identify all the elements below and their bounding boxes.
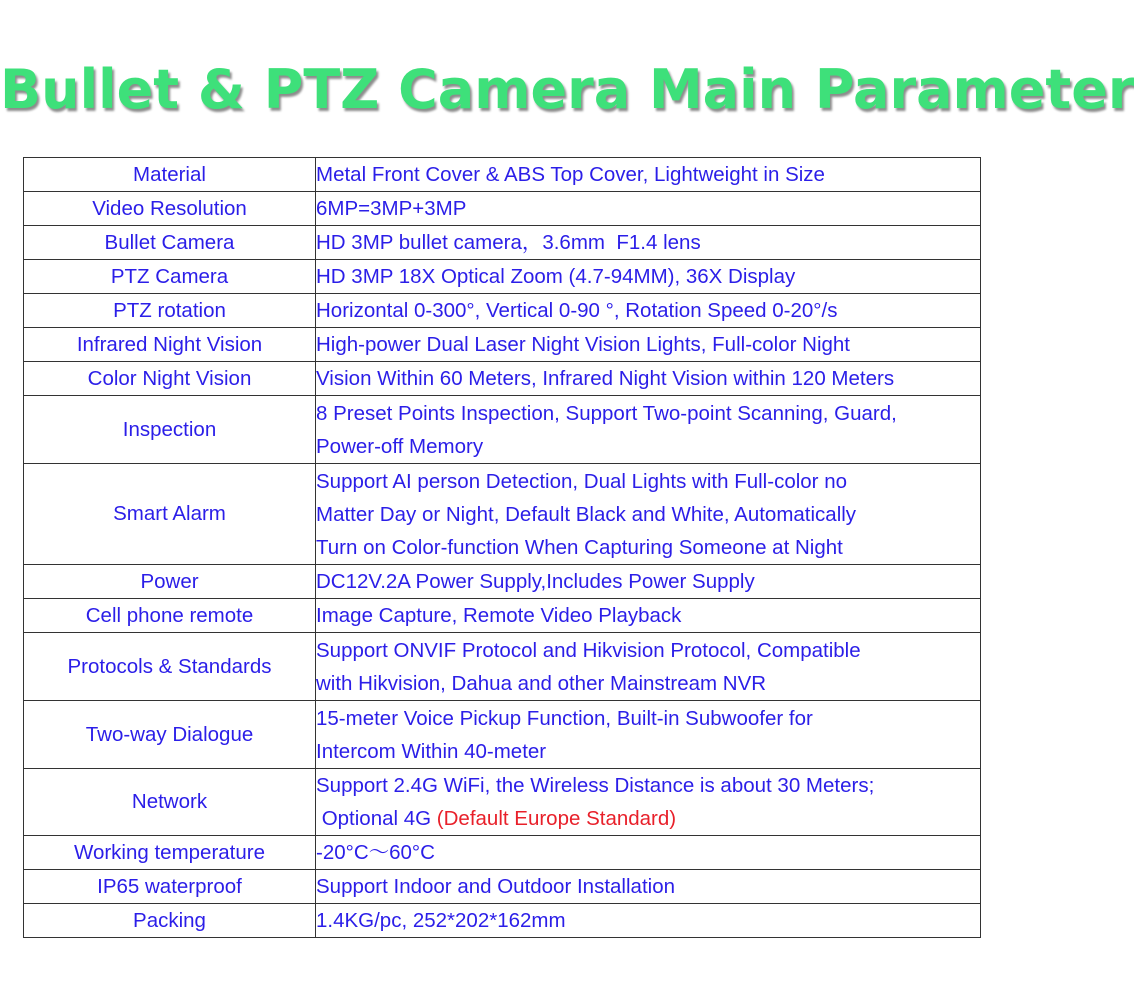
value-line — [316, 294, 980, 327]
value-line — [316, 870, 980, 903]
value-text: Support Indoor and Outdoor Installation — [316, 875, 675, 898]
row-value — [316, 294, 981, 328]
row-value — [316, 192, 981, 226]
value-text: Turn on Color-function When Capturing Someone at Night — [316, 535, 843, 559]
value-line — [316, 904, 980, 937]
value-text: Support AI person Detection, Dual Lights with Full-color no — [316, 469, 847, 493]
row-label: Packing — [24, 904, 316, 938]
row-label: PTZ rotation — [24, 294, 316, 328]
row-label: Smart Alarm — [24, 464, 316, 565]
value-text: Horizontal 0-300°, Vertical 0-90 °, Rotation Speed 0-20°/s — [316, 299, 838, 322]
row-label: Protocols & Standards — [24, 633, 316, 701]
table-row — [24, 260, 981, 294]
value-line — [316, 226, 980, 259]
value-text: Matter Day or Night, Default Black and White, Automatically — [316, 502, 857, 526]
default-standard-note: (Default Europe Standard) — [436, 807, 677, 830]
row-value — [316, 904, 981, 938]
value-line — [316, 430, 980, 463]
row-value — [316, 226, 981, 260]
row-value — [316, 769, 981, 836]
row-value — [316, 260, 981, 294]
table-row — [24, 836, 981, 870]
row-label: Bullet Camera — [24, 226, 316, 260]
row-label: Video Resolution — [24, 192, 316, 226]
row-value — [316, 633, 981, 701]
row-label: IP65 waterproof — [24, 870, 316, 904]
value-line — [316, 362, 980, 395]
table-row — [24, 599, 981, 633]
table-row — [24, 701, 981, 769]
value-text: Optional 4G — [316, 807, 437, 830]
value-line — [316, 702, 980, 735]
table-row — [24, 464, 981, 565]
row-value — [316, 599, 981, 633]
value-line — [316, 192, 980, 225]
table-row — [24, 769, 981, 836]
table-row — [24, 565, 981, 599]
value-text: Support 2.4G WiFi, the Wireless Distance is about 30 Meters; — [316, 774, 875, 797]
value-text: -20°C～60°C — [316, 841, 435, 864]
table-row — [24, 362, 981, 396]
value-text: HD 3MP 18X Optical Zoom (4.7-94MM), 36X Display — [316, 265, 796, 288]
value-line — [316, 397, 980, 430]
table-row — [24, 328, 981, 362]
row-label: Infrared Night Vision — [24, 328, 316, 362]
value-text: HD 3MP bullet camera，3.6mm F1.4 lens — [316, 231, 701, 254]
value-line — [316, 599, 980, 632]
value-line — [316, 769, 980, 802]
row-label: PTZ Camera — [24, 260, 316, 294]
row-value — [316, 565, 981, 599]
row-value — [316, 158, 981, 192]
value-line — [316, 498, 980, 531]
row-value — [316, 701, 981, 769]
table-row — [24, 226, 981, 260]
value-line — [316, 667, 980, 700]
value-text: Support ONVIF Protocol and Hikvision Protocol, Compatible — [316, 638, 861, 662]
value-line — [316, 836, 980, 869]
table-row — [24, 158, 981, 192]
row-value — [316, 464, 981, 565]
value-text: Image Capture, Remote Video Playback — [316, 604, 682, 627]
value-line — [316, 531, 980, 564]
row-label: Two-way Dialogue — [24, 701, 316, 769]
value-text: Vision Within 60 Meters, Infrared Night Vision within 120 Meters — [316, 367, 895, 390]
parameter-table-body — [24, 158, 981, 938]
row-value — [316, 328, 981, 362]
page-title: Bullet & PTZ Camera Main Parameter — [0, 58, 1134, 121]
table-row — [24, 904, 981, 938]
value-text: with Hikvision, Dahua and other Mainstream NVR — [316, 671, 767, 695]
value-text: 15-meter Voice Pickup Function, Built-in Subwoofer for — [316, 706, 813, 730]
value-line — [316, 465, 980, 498]
value-line — [316, 802, 980, 835]
value-text: Intercom Within 40-meter — [316, 739, 547, 763]
row-label: Working temperature — [24, 836, 316, 870]
row-value — [316, 396, 981, 464]
row-label: Network — [24, 769, 316, 836]
value-line — [316, 158, 980, 191]
value-line — [316, 328, 980, 361]
parameter-table — [23, 157, 981, 938]
value-line — [316, 634, 980, 667]
table-row — [24, 192, 981, 226]
row-value — [316, 362, 981, 396]
value-text: High-power Dual Laser Night Vision Lights, Full-color Night — [316, 333, 851, 356]
value-line — [316, 565, 980, 598]
value-line — [316, 735, 980, 768]
value-line — [316, 260, 980, 293]
row-label: Color Night Vision — [24, 362, 316, 396]
value-text: DC12V.2A Power Supply,Includes Power Supply — [316, 570, 755, 593]
row-value — [316, 870, 981, 904]
table-row — [24, 396, 981, 464]
value-text: Metal Front Cover & ABS Top Cover, Lightweight in Size — [316, 163, 825, 186]
value-text: 1.4KG/pc, 252*202*162mm — [316, 909, 566, 932]
table-row — [24, 870, 981, 904]
value-text: 8 Preset Points Inspection, Support Two-point Scanning, Guard, — [316, 401, 897, 425]
value-text: Power-off Memory — [316, 434, 484, 458]
table-row — [24, 294, 981, 328]
row-label: Cell phone remote — [24, 599, 316, 633]
row-label: Power — [24, 565, 316, 599]
row-label: Inspection — [24, 396, 316, 464]
row-label: Material — [24, 158, 316, 192]
row-value — [316, 836, 981, 870]
table-row — [24, 633, 981, 701]
value-text: 6MP=3MP+3MP — [316, 197, 467, 220]
